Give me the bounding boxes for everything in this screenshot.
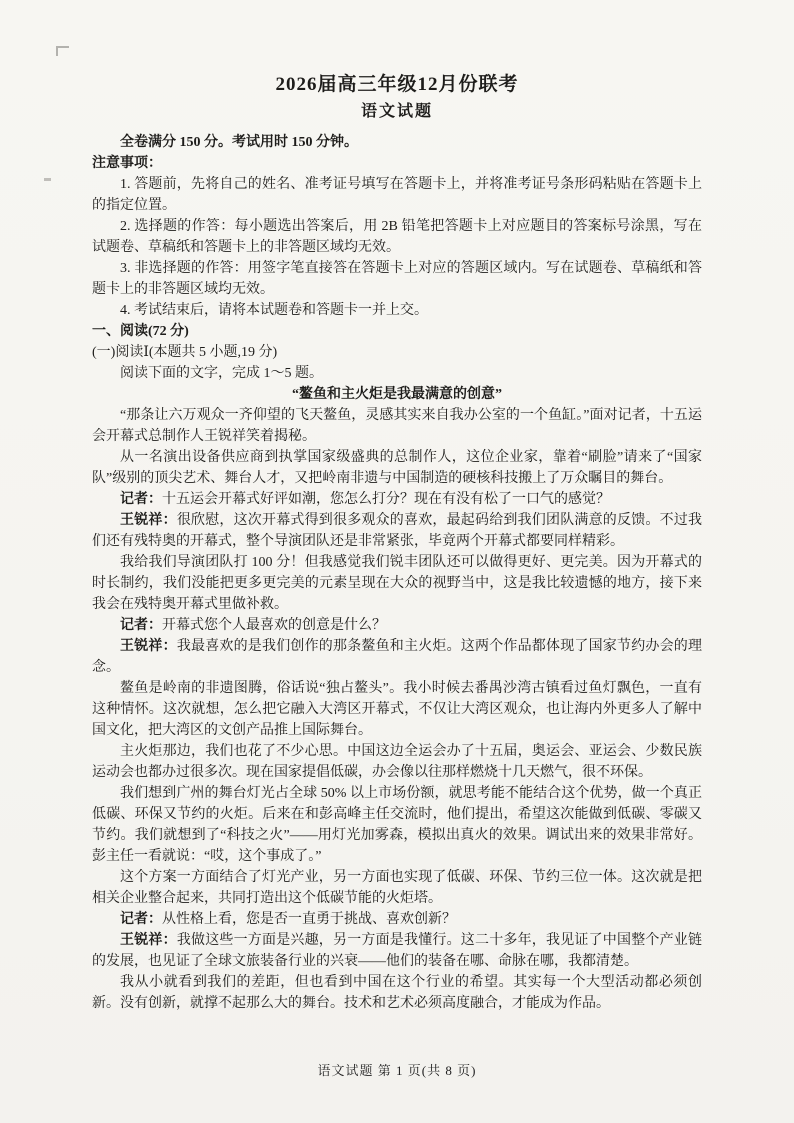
paragraph: 我们想到广州的舞台灯光占全球 50% 以上市场份额，就思考能不能结合这个优势，做一个真正低碳、环保又节约的火炬。后来在和彭高峰主任交流时，他们提出，希望这次能做到低碳、零碳又节约。我们就想到了“科技之火”——用灯光加雾森，模拟出真火的效果。调试出来的效果非常好。彭主任一看就说：“哎，这个事成了。” xyxy=(92,786,702,864)
speaker-label: 王锐祥： xyxy=(120,639,177,654)
paragraph: 从一名演出设备供应商到执掌国家级盛典的总制作人，这位企业家，靠着“刷脸”请来了“国家队”级别的顶尖艺术、舞台人才，又把岭南非遗与中国制造的硬核科技搬上了万众瞩目的舞台。 xyxy=(92,450,702,486)
paragraph: 一、阅读(72 分) xyxy=(92,324,189,339)
paragraph: 主火炬那边，我们也花了不少心思。中国这边全运会办了十五届，奥运会、亚运会、少数民族运动会也都办过很多次。现在国家提倡低碳，办会像以往那样燃烧十几天燃气，很不环保。 xyxy=(92,744,702,780)
dialog-paragraph: 记者：开幕式您个人最喜欢的创意是什么？ xyxy=(120,618,386,633)
dialog-paragraph: 王锐祥：我做这些一方面是兴趣，另一方面是我懂行。这二十多年，我见证了中国整个产业链的发展，也见证了全球文旅装备行业的兴衰——他们的装备在哪、命脉在哪，我都清楚。 xyxy=(92,933,703,969)
paragraph: 鳌鱼是岭南的非遗图腾，俗话说“独占鳌头”。我小时候去番禺沙湾古镇看过鱼灯飘色，一直有这种情怀。这次就想，怎么把它融入大湾区开幕式，不仅让大湾区观众，也让海内外更多人了解中国文化，把大湾区的文创产品推上国际舞台。 xyxy=(92,681,702,738)
paragraph: 3. 非选择题的作答：用签字笔直接答在答题卡上对应的答题区域内。写在试题卷、草稿纸和答题卡上的非答题区域均无效。 xyxy=(92,261,702,297)
exam-subtitle: 语文试题 xyxy=(360,103,433,120)
paragraph: 这个方案一方面结合了灯光产业，另一方面也实现了低碳、环保、节约三位一体。这次就是把相关企业整合起来，共同打造出这个低碳节能的火炬塔。 xyxy=(92,870,702,906)
scan-edge-mark xyxy=(44,178,51,181)
paragraph: 4. 考试结束后，请将本试题卷和答题卡一并上交。 xyxy=(120,303,428,318)
paragraph: 2. 选择题的作答：每小题选出答案后，用 2B 铅笔把答题卡上对应题目的答案标号涂黑，写在试题卷、草稿纸和答题卡上的非答题区域均无效。 xyxy=(92,219,702,255)
paragraph: 我给我们导演团队打 100 分！但我感觉我们锐丰团队还可以做得更好、更完美。因为开幕式的时长制约，我们没能把更多更完美的元素呈现在大众的视野当中，这是我比较遗憾的地方，接下来我会在残特奥开幕式里做补救。 xyxy=(92,555,702,612)
page-footer: 语文试题 第 1 页(共 8 页) xyxy=(317,1063,477,1078)
paragraph: 注意事项： xyxy=(92,156,162,171)
dialog-paragraph: 记者：十五运会开幕式好评如潮，您怎么打分？现在有没有松了一口气的感觉？ xyxy=(120,492,610,507)
dialog-paragraph: 记者：从性格上看，您是否一直勇于挑战、喜欢创新？ xyxy=(120,912,456,927)
speaker-label: 王锐祥： xyxy=(120,933,177,948)
paragraph: 阅读下面的文字，完成 1～5 题。 xyxy=(120,366,323,381)
paragraph: “那条让六万观众一齐仰望的飞天鳌鱼，灵感其实来自我办公室的一个鱼缸。”面对记者，十五运会开幕式总制作人王锐祥笑着揭秘。 xyxy=(92,408,702,444)
paragraph: 我从小就看到我们的差距，但也看到中国在这个行业的希望。其实每一个大型活动都必须创新。没有创新，就撑不起那么大的舞台。技术和艺术必须高度融合，才能成为作品。 xyxy=(92,975,702,1011)
speaker-label: 王锐祥： xyxy=(120,513,177,528)
paragraph: “鳌鱼和主火炬是我最满意的创意” xyxy=(292,387,502,402)
dialog-paragraph: 王锐祥：很欣慰，这次开幕式得到很多观众的喜欢，最起码给到我们团队满意的反馈。不过我们还有残特奥的开幕式，整个导演团队还是非常紧张，毕竟两个开幕式都要同样精彩。 xyxy=(92,513,703,549)
scan-corner-mark xyxy=(56,46,69,56)
paragraph: 1. 答题前，先将自己的姓名、准考证号填写在答题卡上，并将准考证号条形码粘贴在答题卡上的指定位置。 xyxy=(92,177,702,213)
paragraph: 全卷满分 150 分。考试用时 150 分钟。 xyxy=(120,135,358,150)
exam-body xyxy=(92,132,702,1014)
dialog-paragraph: 王锐祥：我最喜欢的是我们创作的那条鳌鱼和主火炬。这两个作品都体现了国家节约办会的理念。 xyxy=(92,639,703,675)
exam-title: 2026届高三年级12月份联考 xyxy=(275,74,519,95)
speaker-label: 记者： xyxy=(120,492,162,507)
paragraph: (一)阅读Ⅰ(本题共 5 小题,19 分) xyxy=(92,345,278,360)
speaker-label: 记者： xyxy=(120,912,162,927)
speaker-label: 记者： xyxy=(120,618,162,633)
